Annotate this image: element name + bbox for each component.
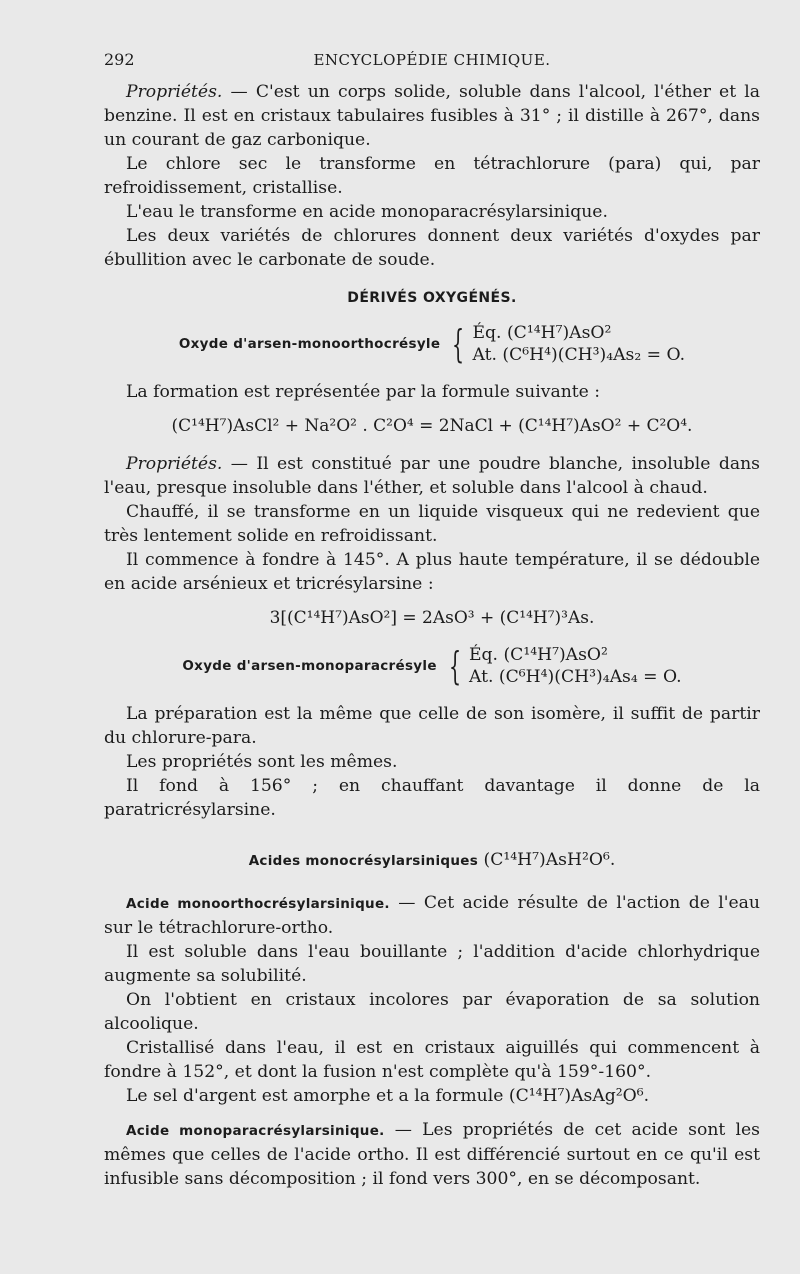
paragraph: Le sel d'argent est amorphe et a la formule (C¹⁴H⁷)AsAg²O⁶. bbox=[126, 1086, 650, 1106]
paragraph bbox=[104, 80, 760, 152]
acid-section-title: Acides monocrésylarsiniques bbox=[248, 853, 479, 869]
paragraph bbox=[104, 891, 760, 940]
compound-name: Oxyde d'arsen-monoparacrésyle bbox=[182, 658, 437, 674]
paragraph-lead: Propriétés. bbox=[126, 82, 223, 102]
paragraph: On l'obtient en cristaux incolores par évaporation de sa solution alcoolique. bbox=[104, 990, 760, 1034]
paragraph-text: — Les propriétés de cet acide sont les mêmes que celles de l'acide ortho. Il est différencié surtout en ce qu'il est infusible sans décomposition ; il fond vers 300°, en se décomposant. bbox=[104, 1120, 760, 1189]
running-title: ENCYCLOPÉDIE CHIMIQUE. bbox=[313, 51, 551, 69]
paragraph-lead: Acide monoparacrésylarsinique. bbox=[126, 1123, 385, 1139]
paragraph: Il commence à fondre à 145°. A plus haute température, il se dédouble en acide arsénieux et tricrésylarsine : bbox=[104, 550, 760, 594]
paragraph: Chauffé, il se transforme en un liquide visqueux qui ne redevient que très lentement solide en refroidissant. bbox=[104, 502, 760, 546]
compound-heading bbox=[104, 644, 760, 688]
formula-atomic: At. (C⁶H⁴)(CH³)₄As₂ = O. bbox=[472, 345, 686, 365]
paragraph: Les propriétés sont les mêmes. bbox=[126, 752, 398, 772]
compound-name: Oxyde d'arsen-monoorthocrésyle bbox=[178, 336, 441, 352]
compound-formulas bbox=[469, 644, 682, 688]
formula-equivalent: Éq. (C¹⁴H⁷)AsO² bbox=[468, 645, 608, 665]
chemical-equation: 3[(C¹⁴H⁷)AsO²] = 2AsO³ + (C¹⁴H⁷)³As. bbox=[269, 608, 595, 628]
paragraph: La formation est représentée par la formule suivante : bbox=[126, 382, 601, 402]
paragraph: L'eau le transforme en acide monoparacrésylarsinique. bbox=[126, 202, 608, 222]
acid-section-formula: (C¹⁴H⁷)AsH²O⁶. bbox=[478, 850, 616, 870]
paragraph-text: — C'est un corps solide, soluble dans l'alcool, l'éther et la benzine. Il est en cristaux tabulaires fusibles à 31° ; il distille à 267°, dans un courant de gaz carbonique. bbox=[104, 82, 760, 150]
formula-atomic: At. (C⁶H⁴)(CH³)₄As₄ = O. bbox=[468, 667, 682, 687]
paragraph-text: — Cet acide résulte de l'action de l'eau sur le tétrachlorure-ortho. bbox=[104, 893, 760, 938]
brace-glyph: { bbox=[448, 644, 461, 688]
paragraph-lead: Acide monoorthocrésylarsinique. bbox=[126, 896, 390, 912]
paragraph: Le chlore sec le transforme en tétrachlorure (para) qui, par refroidissement, cristallise. bbox=[104, 154, 760, 198]
paragraph bbox=[104, 452, 760, 500]
paragraph: Il fond à 156° ; en chauffant davantage il donne de la paratricrésylarsine. bbox=[104, 776, 760, 820]
paragraph-text: — Il est constitué par une poudre blanche, insoluble dans l'eau, presque insoluble dans l'éther, et soluble dans l'alcool à chaud. bbox=[104, 454, 760, 498]
page-number: 292 bbox=[104, 50, 135, 69]
brace-glyph: { bbox=[452, 322, 465, 366]
paragraph: Cristallisé dans l'eau, il est en cristaux aiguillés qui commencent à fondre à 152°, et dont la fusion n'est complète qu'à 159°-160°. bbox=[104, 1038, 760, 1082]
formula-equivalent: Éq. (C¹⁴H⁷)AsO² bbox=[472, 323, 612, 343]
compound-heading bbox=[104, 322, 760, 366]
paragraph: La préparation est la même que celle de son isomère, il suffit de partir du chlorure-para. bbox=[104, 704, 760, 748]
paragraph-lead: Propriétés. bbox=[126, 454, 223, 474]
paragraph: Les deux variétés de chlorures donnent deux variétés d'oxydes par ébullition avec le carbonate de soude. bbox=[104, 226, 760, 270]
section-title: DÉRIVÉS OXYGÉNÉS. bbox=[347, 290, 517, 306]
paragraph: Il est soluble dans l'eau bouillante ; l'addition d'acide chlorhydrique augmente sa solubilité. bbox=[104, 942, 760, 986]
compound-formulas bbox=[472, 322, 685, 366]
acid-section-heading bbox=[104, 848, 760, 873]
chemical-equation: (C¹⁴H⁷)AsCl² + Na²O² . C²O⁴ = 2NaCl + (C¹⁴H⁷)AsO² + C²O⁴. bbox=[171, 416, 693, 436]
paragraph bbox=[104, 1118, 760, 1191]
page-header bbox=[104, 48, 760, 74]
